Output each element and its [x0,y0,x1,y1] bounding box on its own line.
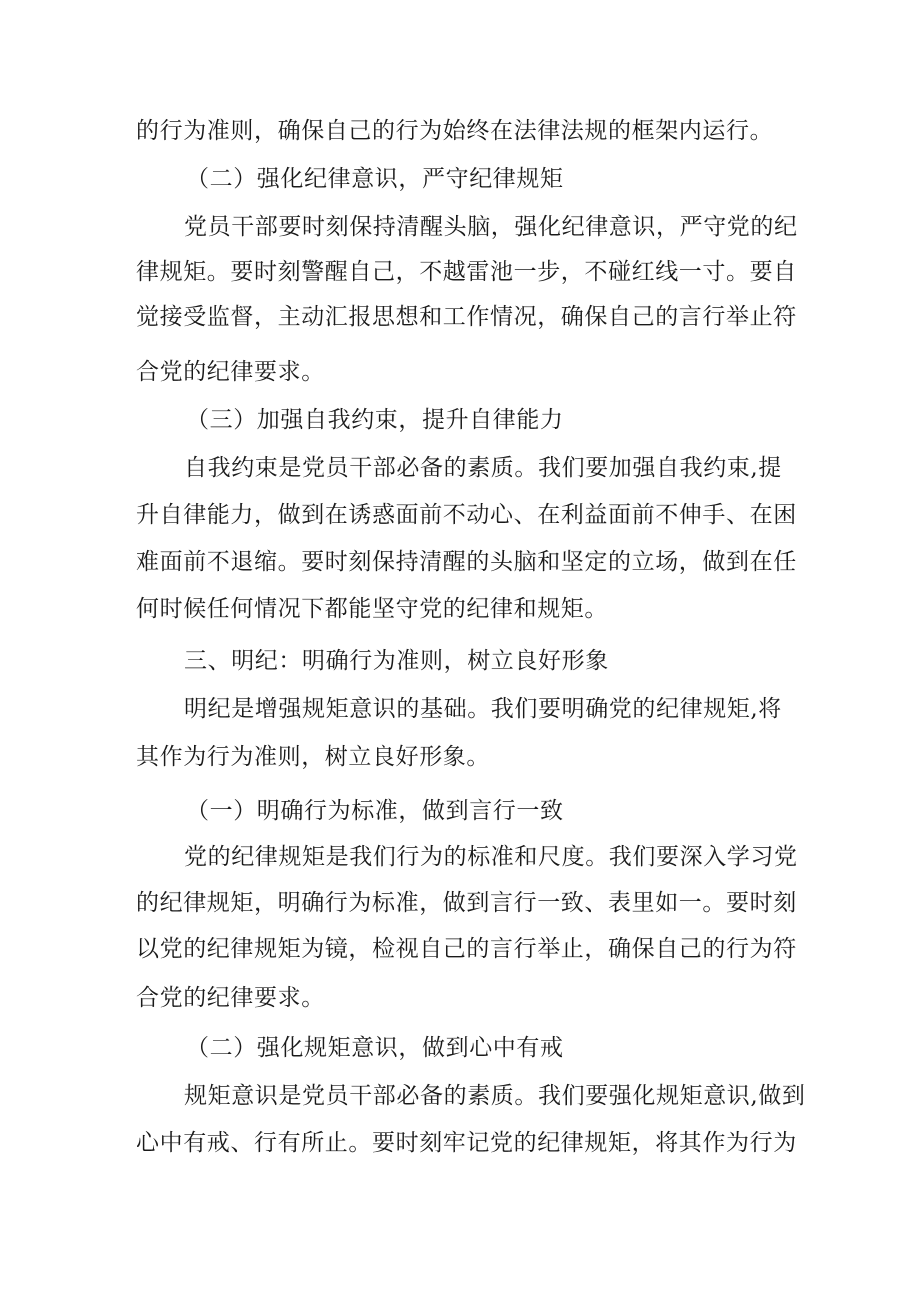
paragraph-line: 自我约束是党员干部必备的素质。我们要加强自我约束,提 [184,455,782,481]
paragraph-line: 合党的纪律要求。 [136,359,325,385]
paragraph-line: 党的纪律规矩是我们行为的标准和尺度。我们要深入学习党 [184,844,798,870]
paragraph-line: 觉接受监督，主动汇报思想和工作情况，确保自己的言行举止符 [136,304,797,330]
paragraph-line: 难面前不退缩。要时刻保持清醒的头脑和坚定的立场，做到在任 [136,549,797,575]
section-heading: （三）加强自我约束，提升自律能力 [186,407,564,433]
section-heading: （一）明确行为标准，做到言行一致 [186,798,564,824]
section-heading: （二）强化纪律意识，严守纪律规矩 [186,166,564,192]
paragraph-line: 律规矩。要时刻警醒自己，不越雷池一步，不碰红线一寸。要自 [136,259,797,285]
paragraph-line: 以党的纪律规矩为镜，检视自己的言行举止，确保自己的行为符 [136,936,797,962]
paragraph-line: 合党的纪律要求。 [136,985,325,1011]
paragraph-line: 升自律能力，做到在诱惑面前不动心、在利益面前不伸手、在困 [136,502,797,528]
chapter-heading: 三、明纪：明确行为准则，树立良好形象 [184,648,609,674]
paragraph-line: 的纪律规矩，明确行为标准，做到言行一致、表里如一。要时刻 [136,890,797,916]
paragraph-line: 的行为准则，确保自己的行为始终在法律法规的框架内运行。 [136,118,774,144]
paragraph-line: 其作为行为准则，树立良好形象。 [136,744,490,770]
paragraph-line: 规矩意识是党员干部必备的素质。我们要强化规矩意识,做到 [184,1083,806,1109]
section-heading: （二）强化规矩意识，做到心中有戒 [186,1035,564,1061]
paragraph-line: 党员干部要时刻保持清醒头脑，强化纪律意识，严守党的纪 [184,214,798,240]
paragraph-line: 明纪是增强规矩意识的基础。我们要明确党的纪律规矩,将 [184,696,782,722]
paragraph-line: 何时候任何情况下都能坚守党的纪律和规矩。 [136,596,608,622]
paragraph-line: 心中有戒、行有所止。要时刻牢记党的纪律规矩，将其作为行为 [136,1130,797,1156]
